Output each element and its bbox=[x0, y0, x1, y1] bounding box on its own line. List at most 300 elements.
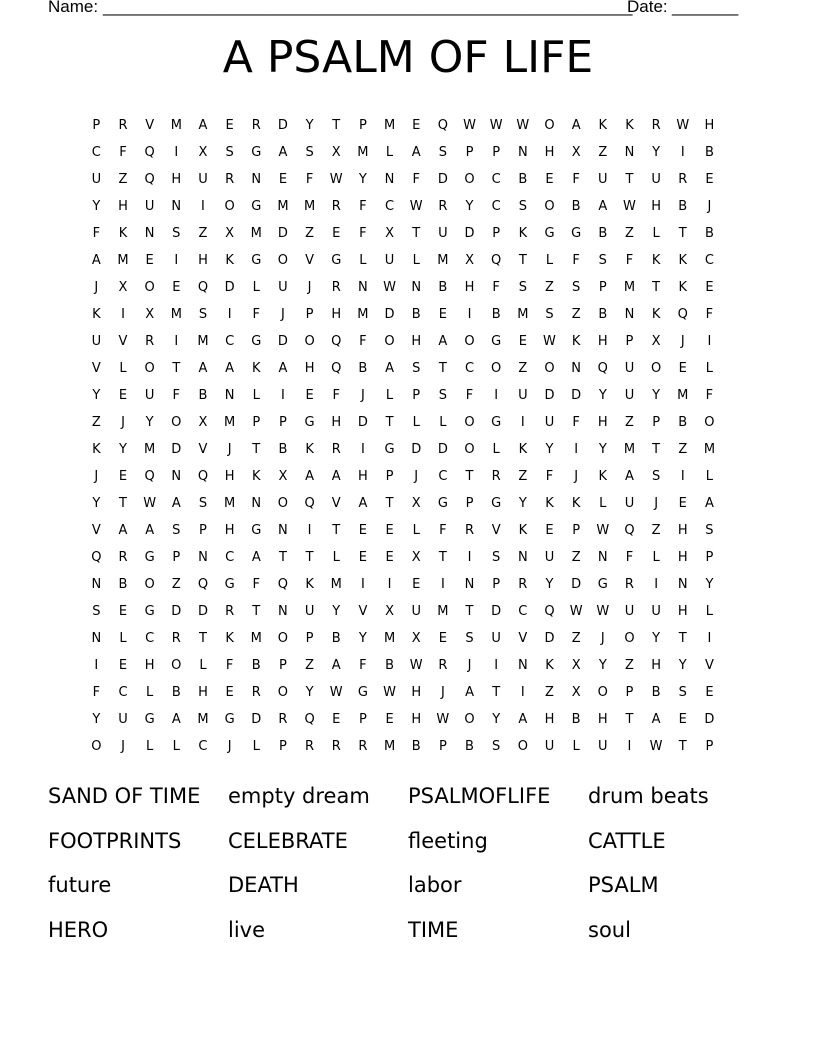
grid-cell[interactable]: G bbox=[571, 226, 582, 241]
grid-cell[interactable]: K bbox=[545, 658, 554, 673]
grid-cell[interactable]: T bbox=[652, 442, 661, 457]
grid-cell[interactable]: T bbox=[678, 631, 687, 646]
grid-cell[interactable]: D bbox=[384, 307, 395, 322]
grid-cell[interactable]: I bbox=[467, 550, 472, 565]
grid-cell[interactable]: D bbox=[571, 577, 582, 592]
grid-cell[interactable]: O bbox=[277, 496, 289, 511]
grid-cell[interactable]: E bbox=[705, 280, 714, 295]
grid-cell[interactable]: W bbox=[383, 685, 396, 700]
grid-cell[interactable]: D bbox=[224, 280, 235, 295]
grid-cell[interactable]: D bbox=[251, 712, 262, 727]
grid-cell[interactable]: K bbox=[92, 442, 101, 457]
grid-cell[interactable]: P bbox=[572, 523, 581, 538]
grid-cell[interactable]: Y bbox=[598, 442, 607, 457]
grid-cell[interactable]: Y bbox=[465, 199, 474, 214]
grid-cell[interactable]: P bbox=[279, 739, 287, 754]
grid-cell[interactable]: B bbox=[358, 361, 368, 376]
grid-cell[interactable]: L bbox=[492, 442, 500, 457]
grid-cell[interactable]: P bbox=[385, 469, 394, 484]
grid-cell[interactable]: L bbox=[705, 361, 714, 376]
grid-cell[interactable]: Y bbox=[145, 415, 154, 430]
grid-cell[interactable]: X bbox=[331, 145, 341, 160]
grid-cell[interactable]: F bbox=[572, 253, 580, 268]
grid-cell[interactable]: H bbox=[651, 658, 661, 673]
grid-cell[interactable]: M bbox=[623, 442, 636, 457]
grid-cell[interactable]: L bbox=[385, 388, 394, 403]
grid-cell[interactable]: J bbox=[574, 469, 579, 484]
grid-cell[interactable]: X bbox=[118, 280, 128, 295]
grid-cell[interactable]: F bbox=[92, 226, 101, 241]
grid-cell[interactable]: S bbox=[438, 145, 447, 160]
grid-cell[interactable]: H bbox=[118, 199, 128, 214]
grid-cell[interactable]: N bbox=[517, 550, 528, 565]
grid-cell[interactable]: F bbox=[359, 199, 367, 214]
grid-cell[interactable]: N bbox=[384, 172, 395, 187]
grid-cell[interactable]: B bbox=[598, 307, 608, 322]
grid-cell[interactable]: L bbox=[545, 253, 554, 268]
grid-cell[interactable]: H bbox=[198, 253, 208, 268]
grid-cell[interactable]: R bbox=[145, 334, 155, 349]
grid-cell[interactable]: F bbox=[92, 685, 101, 700]
grid-cell[interactable]: V bbox=[704, 658, 714, 673]
grid-cell[interactable]: U bbox=[144, 199, 155, 214]
grid-cell[interactable]: B bbox=[251, 658, 261, 673]
grid-cell[interactable]: P bbox=[172, 550, 181, 565]
grid-cell[interactable]: H bbox=[198, 685, 208, 700]
grid-cell[interactable]: J bbox=[680, 334, 685, 349]
grid-cell[interactable]: R bbox=[118, 550, 128, 565]
grid-cell[interactable]: J bbox=[654, 496, 659, 511]
grid-cell[interactable]: Z bbox=[545, 685, 554, 700]
grid-cell[interactable]: O bbox=[544, 118, 555, 133]
grid-cell[interactable]: N bbox=[198, 550, 208, 565]
grid-cell[interactable]: T bbox=[385, 496, 394, 511]
grid-cell[interactable]: E bbox=[412, 577, 421, 592]
grid-cell[interactable]: S bbox=[678, 685, 687, 700]
grid-cell[interactable]: Z bbox=[651, 523, 661, 538]
grid-cell[interactable]: M bbox=[623, 280, 636, 295]
grid-cell[interactable]: Q bbox=[331, 361, 342, 376]
grid-cell[interactable]: T bbox=[305, 550, 314, 565]
grid-cell[interactable]: A bbox=[411, 145, 421, 160]
grid-cell[interactable]: T bbox=[518, 253, 527, 268]
grid-cell[interactable]: D bbox=[464, 226, 475, 241]
grid-cell[interactable]: L bbox=[412, 415, 420, 430]
grid-cell[interactable]: U bbox=[651, 172, 661, 187]
grid-cell[interactable]: F bbox=[545, 469, 554, 484]
grid-cell[interactable]: C bbox=[491, 172, 501, 187]
grid-cell[interactable]: I bbox=[467, 307, 472, 322]
grid-cell[interactable]: P bbox=[465, 496, 474, 511]
grid-cell[interactable]: I bbox=[707, 334, 712, 349]
date-field[interactable]: _______ bbox=[672, 0, 739, 16]
grid-cell[interactable]: I bbox=[201, 199, 205, 214]
grid-cell[interactable]: M bbox=[250, 226, 262, 241]
grid-cell[interactable]: L bbox=[252, 388, 260, 403]
grid-cell[interactable]: J bbox=[94, 280, 99, 295]
grid-cell[interactable]: D bbox=[357, 415, 368, 430]
grid-cell[interactable]: N bbox=[597, 550, 608, 565]
grid-cell[interactable]: G bbox=[224, 712, 235, 727]
grid-cell[interactable]: I bbox=[94, 658, 99, 673]
grid-cell[interactable]: F bbox=[625, 253, 634, 268]
grid-cell[interactable]: L bbox=[119, 361, 127, 376]
grid-cell[interactable]: N bbox=[278, 604, 288, 619]
grid-cell[interactable]: M bbox=[170, 118, 182, 133]
grid-cell[interactable]: K bbox=[518, 523, 528, 538]
grid-cell[interactable]: L bbox=[412, 253, 420, 268]
grid-cell[interactable]: M bbox=[277, 199, 289, 214]
grid-cell[interactable]: E bbox=[678, 361, 687, 376]
grid-cell[interactable]: H bbox=[331, 415, 342, 430]
grid-cell[interactable]: B bbox=[518, 172, 528, 187]
grid-cell[interactable]: Y bbox=[705, 577, 714, 592]
grid-cell[interactable]: I bbox=[440, 577, 445, 592]
grid-cell[interactable]: D bbox=[704, 712, 715, 727]
grid-cell[interactable]: S bbox=[518, 280, 527, 295]
grid-cell[interactable]: A bbox=[91, 253, 101, 268]
grid-cell[interactable]: Z bbox=[545, 280, 554, 295]
grid-cell[interactable]: M bbox=[144, 442, 156, 457]
grid-cell[interactable]: C bbox=[225, 334, 235, 349]
grid-cell[interactable]: M bbox=[197, 712, 209, 727]
grid-cell[interactable]: G bbox=[437, 496, 448, 511]
grid-cell[interactable]: R bbox=[331, 442, 341, 457]
grid-cell[interactable]: W bbox=[649, 739, 663, 754]
grid-cell[interactable]: H bbox=[677, 523, 688, 538]
grid-cell[interactable]: K bbox=[571, 496, 581, 511]
grid-cell[interactable]: F bbox=[705, 307, 714, 322]
grid-cell[interactable]: Y bbox=[332, 604, 341, 619]
grid-cell[interactable]: A bbox=[198, 361, 208, 376]
grid-cell[interactable]: O bbox=[624, 631, 635, 646]
grid-cell[interactable]: I bbox=[121, 307, 125, 322]
grid-cell[interactable]: U bbox=[624, 361, 635, 376]
grid-cell[interactable]: E bbox=[225, 118, 234, 133]
grid-cell[interactable]: P bbox=[199, 523, 207, 538]
grid-cell[interactable]: C bbox=[464, 361, 475, 376]
grid-cell[interactable]: W bbox=[596, 604, 610, 619]
grid-cell[interactable]: L bbox=[599, 496, 607, 511]
grid-cell[interactable]: F bbox=[492, 280, 500, 295]
grid-cell[interactable]: Z bbox=[571, 631, 581, 646]
grid-cell[interactable]: Z bbox=[518, 469, 528, 484]
grid-cell[interactable]: G bbox=[251, 145, 262, 160]
grid-cell[interactable]: Y bbox=[305, 685, 314, 700]
grid-cell[interactable]: L bbox=[439, 415, 447, 430]
grid-cell[interactable]: Y bbox=[545, 442, 554, 457]
grid-cell[interactable]: A bbox=[598, 199, 608, 214]
grid-cell[interactable]: E bbox=[678, 496, 687, 511]
grid-cell[interactable]: Z bbox=[625, 658, 634, 673]
grid-cell[interactable]: K bbox=[598, 469, 608, 484]
grid-cell[interactable]: A bbox=[571, 118, 581, 133]
grid-cell[interactable]: Y bbox=[92, 712, 101, 727]
grid-cell[interactable]: T bbox=[119, 496, 127, 511]
grid-cell[interactable]: E bbox=[518, 334, 527, 349]
grid-cell[interactable]: E bbox=[438, 307, 447, 322]
grid-cell[interactable]: W bbox=[623, 199, 636, 214]
grid-cell[interactable]: T bbox=[332, 118, 341, 133]
grid-cell[interactable]: M bbox=[224, 496, 236, 511]
grid-cell[interactable]: O bbox=[304, 334, 315, 349]
grid-cell[interactable]: W bbox=[329, 172, 343, 187]
grid-cell[interactable]: H bbox=[224, 523, 235, 538]
grid-cell[interactable]: Y bbox=[92, 496, 101, 511]
grid-cell[interactable]: N bbox=[91, 577, 102, 592]
grid-cell[interactable]: S bbox=[572, 280, 581, 295]
grid-cell[interactable]: O bbox=[464, 172, 475, 187]
grid-cell[interactable]: N bbox=[517, 145, 528, 160]
grid-cell[interactable]: D bbox=[491, 604, 502, 619]
grid-cell[interactable]: G bbox=[251, 523, 262, 538]
grid-cell[interactable]: F bbox=[572, 415, 580, 430]
grid-cell[interactable]: I bbox=[174, 334, 179, 349]
grid-cell[interactable]: I bbox=[360, 442, 365, 457]
grid-cell[interactable]: Q bbox=[597, 361, 608, 376]
grid-cell[interactable]: R bbox=[491, 469, 501, 484]
grid-cell[interactable]: U bbox=[118, 712, 128, 727]
grid-cell[interactable]: P bbox=[438, 739, 447, 754]
grid-cell[interactable]: U bbox=[544, 550, 555, 565]
grid-cell[interactable]: K bbox=[225, 631, 234, 646]
grid-cell[interactable]: R bbox=[464, 523, 475, 538]
grid-cell[interactable]: A bbox=[145, 523, 155, 538]
grid-cell[interactable]: O bbox=[650, 361, 662, 376]
grid-cell[interactable]: G bbox=[224, 577, 235, 592]
grid-cell[interactable]: P bbox=[705, 739, 714, 754]
grid-cell[interactable]: J bbox=[281, 307, 285, 322]
grid-cell[interactable]: M bbox=[677, 388, 689, 403]
grid-cell[interactable]: G bbox=[331, 253, 342, 268]
grid-cell[interactable]: O bbox=[464, 442, 475, 457]
grid-cell[interactable]: B bbox=[704, 226, 714, 241]
grid-cell[interactable]: O bbox=[144, 280, 155, 295]
grid-cell[interactable]: T bbox=[385, 415, 394, 430]
grid-cell[interactable]: D bbox=[437, 442, 448, 457]
grid-cell[interactable]: Y bbox=[598, 658, 607, 673]
grid-cell[interactable]: T bbox=[625, 172, 634, 187]
grid-cell[interactable]: G bbox=[304, 415, 315, 430]
grid-cell[interactable]: Z bbox=[625, 226, 634, 241]
grid-cell[interactable]: U bbox=[624, 496, 635, 511]
grid-cell[interactable]: I bbox=[307, 523, 312, 538]
grid-cell[interactable]: L bbox=[705, 604, 714, 619]
grid-cell[interactable]: R bbox=[358, 739, 368, 754]
grid-cell[interactable]: L bbox=[119, 631, 127, 646]
grid-cell[interactable]: D bbox=[277, 118, 288, 133]
grid-cell[interactable]: O bbox=[277, 631, 289, 646]
grid-cell[interactable]: E bbox=[705, 172, 714, 187]
grid-cell[interactable]: C bbox=[145, 631, 155, 646]
grid-cell[interactable]: F bbox=[252, 307, 260, 322]
grid-cell[interactable]: L bbox=[172, 739, 180, 754]
grid-cell[interactable]: O bbox=[144, 577, 155, 592]
grid-cell[interactable]: E bbox=[438, 631, 447, 646]
grid-cell[interactable]: R bbox=[251, 118, 261, 133]
grid-cell[interactable]: F bbox=[465, 388, 474, 403]
grid-cell[interactable]: L bbox=[359, 253, 367, 268]
grid-cell[interactable]: S bbox=[465, 631, 474, 646]
grid-cell[interactable]: M bbox=[303, 199, 316, 214]
grid-cell[interactable]: I bbox=[174, 145, 179, 160]
grid-cell[interactable]: A bbox=[225, 361, 235, 376]
grid-cell[interactable]: J bbox=[121, 739, 125, 754]
grid-cell[interactable]: O bbox=[517, 739, 528, 754]
grid-cell[interactable]: Z bbox=[678, 442, 688, 457]
grid-cell[interactable]: S bbox=[651, 469, 661, 484]
grid-cell[interactable]: F bbox=[252, 577, 260, 592]
grid-cell[interactable]: B bbox=[411, 307, 421, 322]
grid-cell[interactable]: Q bbox=[491, 253, 502, 268]
grid-cell[interactable]: K bbox=[252, 361, 261, 376]
grid-cell[interactable]: H bbox=[411, 334, 422, 349]
grid-cell[interactable]: B bbox=[278, 442, 288, 457]
grid-cell[interactable]: C bbox=[438, 469, 448, 484]
grid-cell[interactable]: I bbox=[227, 307, 232, 322]
grid-cell[interactable]: Y bbox=[92, 388, 101, 403]
grid-cell[interactable]: G bbox=[597, 577, 608, 592]
grid-cell[interactable]: U bbox=[411, 604, 421, 619]
grid-cell[interactable]: X bbox=[571, 685, 581, 700]
grid-cell[interactable]: H bbox=[358, 469, 368, 484]
grid-cell[interactable]: L bbox=[412, 523, 420, 538]
grid-cell[interactable]: X bbox=[278, 469, 288, 484]
grid-cell[interactable]: A bbox=[518, 712, 528, 727]
grid-cell[interactable]: T bbox=[465, 469, 474, 484]
grid-cell[interactable]: V bbox=[305, 253, 315, 268]
grid-cell[interactable]: D bbox=[171, 604, 182, 619]
grid-cell[interactable]: A bbox=[278, 145, 288, 160]
grid-cell[interactable]: N bbox=[624, 145, 635, 160]
grid-cell[interactable]: K bbox=[118, 226, 128, 241]
grid-cell[interactable]: M bbox=[437, 253, 449, 268]
grid-cell[interactable]: H bbox=[304, 361, 315, 376]
grid-cell[interactable]: K bbox=[651, 253, 661, 268]
grid-cell[interactable]: A bbox=[651, 712, 661, 727]
grid-cell[interactable]: V bbox=[91, 361, 101, 376]
grid-cell[interactable]: K bbox=[92, 307, 101, 322]
grid-cell[interactable]: J bbox=[121, 415, 125, 430]
grid-cell[interactable]: R bbox=[251, 685, 261, 700]
grid-cell[interactable]: W bbox=[516, 118, 530, 133]
grid-cell[interactable]: L bbox=[199, 658, 207, 673]
grid-cell[interactable]: Y bbox=[652, 631, 661, 646]
grid-cell[interactable]: N bbox=[571, 361, 581, 376]
grid-cell[interactable]: K bbox=[518, 226, 528, 241]
grid-cell[interactable]: M bbox=[703, 442, 716, 457]
grid-cell[interactable]: W bbox=[409, 199, 423, 214]
grid-cell[interactable]: T bbox=[198, 631, 207, 646]
grid-cell[interactable]: A bbox=[118, 523, 128, 538]
grid-cell[interactable]: O bbox=[277, 685, 289, 700]
grid-cell[interactable]: L bbox=[572, 739, 580, 754]
grid-cell[interactable]: L bbox=[652, 550, 660, 565]
grid-cell[interactable]: F bbox=[332, 388, 340, 403]
grid-cell[interactable]: J bbox=[94, 469, 99, 484]
grid-cell[interactable]: B bbox=[704, 145, 714, 160]
grid-cell[interactable]: O bbox=[91, 739, 102, 754]
grid-cell[interactable]: W bbox=[143, 496, 157, 511]
grid-cell[interactable]: M bbox=[170, 307, 182, 322]
grid-cell[interactable]: N bbox=[224, 388, 235, 403]
grid-cell[interactable]: Q bbox=[624, 523, 635, 538]
grid-cell[interactable]: G bbox=[491, 415, 502, 430]
grid-cell[interactable]: Q bbox=[544, 604, 555, 619]
grid-cell[interactable]: Z bbox=[518, 361, 528, 376]
grid-cell[interactable]: E bbox=[145, 253, 154, 268]
grid-cell[interactable]: I bbox=[520, 415, 525, 430]
grid-cell[interactable]: P bbox=[492, 145, 501, 160]
grid-cell[interactable]: Q bbox=[197, 469, 209, 484]
grid-cell[interactable]: Y bbox=[119, 442, 127, 457]
grid-cell[interactable]: A bbox=[305, 469, 315, 484]
grid-cell[interactable]: H bbox=[597, 712, 608, 727]
grid-cell[interactable]: W bbox=[463, 118, 476, 133]
grid-cell[interactable]: R bbox=[678, 172, 688, 187]
grid-cell[interactable]: O bbox=[277, 253, 289, 268]
grid-cell[interactable]: H bbox=[224, 469, 235, 484]
grid-cell[interactable]: M bbox=[197, 334, 209, 349]
grid-cell[interactable]: S bbox=[172, 523, 181, 538]
grid-cell[interactable]: I bbox=[654, 577, 659, 592]
grid-cell[interactable]: S bbox=[705, 523, 714, 538]
grid-cell[interactable]: F bbox=[572, 172, 580, 187]
grid-cell[interactable]: E bbox=[678, 712, 687, 727]
grid-cell[interactable]: N bbox=[517, 658, 528, 673]
grid-cell[interactable]: X bbox=[145, 307, 155, 322]
grid-cell[interactable]: S bbox=[198, 307, 208, 322]
grid-cell[interactable]: E bbox=[545, 523, 554, 538]
grid-cell[interactable]: Q bbox=[91, 550, 102, 565]
grid-cell[interactable]: Q bbox=[304, 496, 315, 511]
grid-cell[interactable]: H bbox=[411, 712, 422, 727]
grid-cell[interactable]: B bbox=[678, 199, 688, 214]
grid-cell[interactable]: A bbox=[438, 334, 448, 349]
grid-cell[interactable]: B bbox=[411, 739, 421, 754]
grid-cell[interactable]: B bbox=[651, 685, 661, 700]
grid-cell[interactable]: S bbox=[172, 226, 181, 241]
grid-cell[interactable]: E bbox=[225, 685, 234, 700]
grid-cell[interactable]: H bbox=[331, 307, 342, 322]
grid-cell[interactable]: X bbox=[571, 658, 581, 673]
grid-cell[interactable]: G bbox=[144, 604, 155, 619]
grid-cell[interactable]: F bbox=[439, 523, 447, 538]
grid-cell[interactable]: S bbox=[412, 361, 421, 376]
grid-cell[interactable]: O bbox=[171, 658, 182, 673]
grid-cell[interactable]: A bbox=[171, 712, 181, 727]
grid-cell[interactable]: U bbox=[624, 388, 635, 403]
grid-cell[interactable]: G bbox=[144, 550, 155, 565]
grid-cell[interactable]: B bbox=[118, 577, 128, 592]
grid-cell[interactable]: J bbox=[440, 685, 445, 700]
grid-cell[interactable]: I bbox=[360, 577, 365, 592]
grid-cell[interactable]: K bbox=[518, 442, 528, 457]
grid-cell[interactable]: N bbox=[358, 280, 368, 295]
grid-cell[interactable]: Z bbox=[91, 415, 101, 430]
grid-cell[interactable]: J bbox=[707, 199, 712, 214]
grid-cell[interactable]: W bbox=[436, 712, 450, 727]
grid-cell[interactable]: E bbox=[172, 280, 181, 295]
grid-cell[interactable]: T bbox=[172, 361, 181, 376]
grid-cell[interactable]: J bbox=[227, 739, 232, 754]
grid-cell[interactable]: I bbox=[494, 388, 499, 403]
grid-cell[interactable]: R bbox=[331, 280, 341, 295]
grid-cell[interactable]: T bbox=[625, 712, 634, 727]
grid-cell[interactable]: T bbox=[438, 361, 447, 376]
grid-cell[interactable]: F bbox=[172, 388, 181, 403]
grid-cell[interactable]: P bbox=[492, 226, 501, 241]
